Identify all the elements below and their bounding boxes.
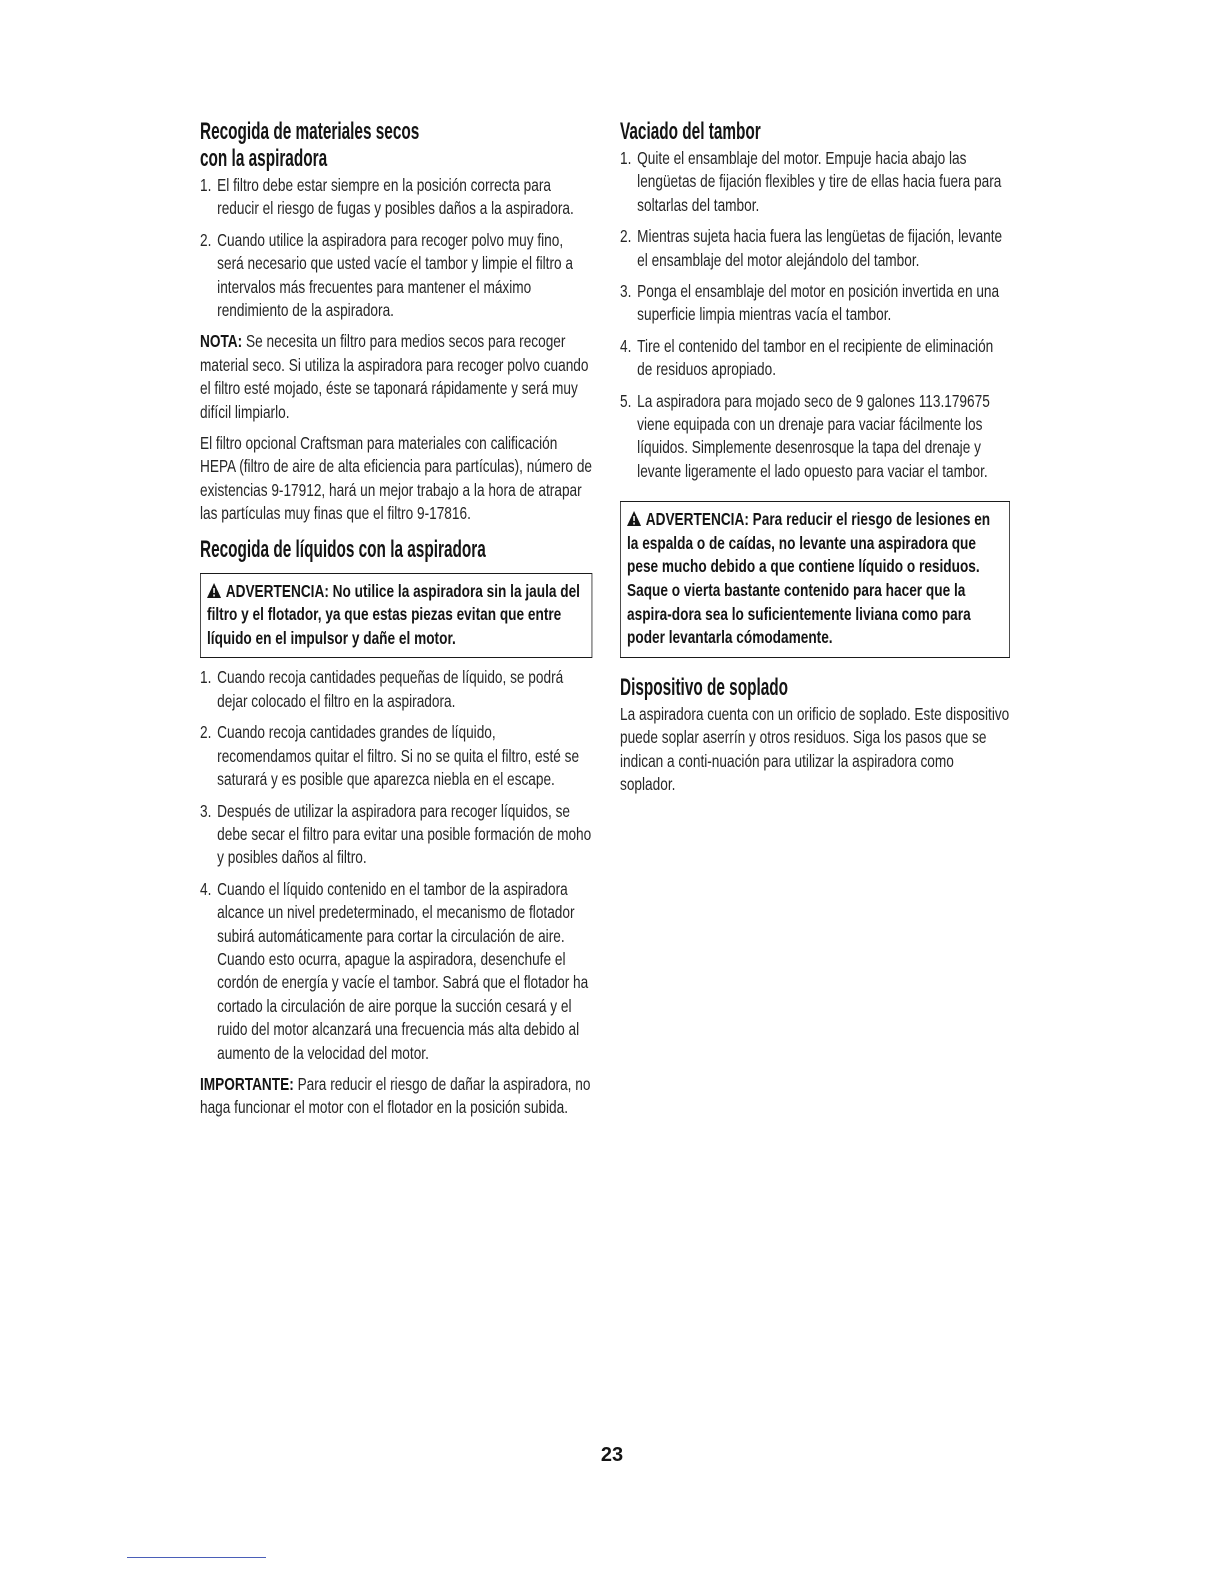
dry-steps-list bbox=[200, 174, 592, 322]
list-item bbox=[620, 280, 1010, 327]
liquid-warning-box bbox=[200, 573, 592, 659]
step-number: 1. bbox=[200, 667, 212, 688]
right-column bbox=[620, 118, 1020, 804]
note-label: NOTA: bbox=[200, 331, 243, 352]
step-number: 1. bbox=[620, 148, 632, 168]
step-text: Ponga el ensamblaje del motor en posición invertida en una superficie limpia mientras vacía el tambor. bbox=[637, 281, 1000, 325]
step-text: El filtro debe estar siempre en la posición correcta para reducir el riesgo de fugas y posibles daños a la aspiradora. bbox=[217, 175, 574, 219]
list-item bbox=[200, 878, 592, 1065]
blower-section-heading bbox=[620, 674, 1010, 701]
hepa-paragraph: El filtro opcional Craftsman para materiales con calificación HEPA (filtro de aire de alta eficiencia para partículas), número de existencias 9-17912, hará un mejor trabajo a la hora de atrapar las partículas muy finas que el filtro 9-17816. bbox=[200, 433, 593, 524]
warning-icon bbox=[207, 581, 221, 596]
important-paragraph bbox=[200, 1073, 592, 1120]
step-number: 2. bbox=[200, 229, 212, 250]
list-item bbox=[620, 225, 1010, 272]
step-number: 3. bbox=[200, 800, 212, 821]
empty-warning-box bbox=[620, 501, 1010, 658]
step-text: La aspiradora para mojado seco de 9 galones 113.179675 viene equipada con un drenaje para vaciar fácilmente los líquidos. Simplemente desenrosque la tapa del drenaje y levante ligeramente el lado opuesto para vaciar el tambor. bbox=[637, 390, 990, 481]
warning-label: ADVERTENCIA: bbox=[645, 509, 749, 530]
warning-text: Para reducir el riesgo de lesiones en la espalda o de caídas, no levante una aspiradora que pese mucho debido a que contiene líquido o residuos. Saque o vierta bastante contenido para hacer que la aspira-dora sea lo suficientemente liviana como para poder levantarla cómodamente. bbox=[627, 509, 991, 648]
liquid-steps-list bbox=[200, 666, 592, 1065]
list-item bbox=[200, 174, 592, 221]
step-text: Mientras sujeta hacia fuera las lengüetas de fijación, levante el ensamblaje del motor alejándolo del tambor. bbox=[637, 226, 1003, 270]
dry-heading-line2: con la aspiradora bbox=[200, 145, 328, 172]
left-column bbox=[200, 118, 592, 1128]
dry-heading-line1: Recogida de materiales secos bbox=[200, 118, 420, 145]
page-number: 23 bbox=[600, 1444, 624, 1466]
empty-heading: Vaciado del tambor bbox=[620, 118, 761, 145]
warning-label: ADVERTENCIA: bbox=[225, 580, 329, 601]
list-item bbox=[200, 800, 592, 870]
list-item bbox=[620, 390, 1010, 484]
footnote-rule bbox=[127, 1557, 266, 1558]
dry-section-heading bbox=[200, 118, 592, 172]
liquid-heading: Recogida de líquidos con la aspiradora bbox=[200, 535, 486, 563]
warning-text: No utilice la aspiradora sin la jaula del filtro y el flotador, ya que estas piezas evitan que entre líquido en el impulsor y dañe el motor. bbox=[207, 580, 580, 648]
step-text: Tire el contenido del tambor en el recipiente de eliminación de residuos apropiado. bbox=[637, 335, 994, 380]
list-item bbox=[620, 335, 1010, 382]
liquid-section-heading bbox=[200, 536, 592, 563]
left-column-content bbox=[200, 118, 592, 1120]
step-number: 1. bbox=[200, 175, 212, 195]
warning-icon bbox=[627, 509, 641, 524]
step-text: Cuando utilice la aspiradora para recoger polvo muy fino, será necesario que usted vacíe el tambor y limpie el filtro a intervalos más frecuentes para mantener el máximo rendimiento de la aspiradora. bbox=[217, 229, 573, 321]
list-item bbox=[200, 666, 592, 713]
important-text: Para reducir el riesgo de dañar la aspiradora, no haga funcionar el motor con el flotador en la posición subida. bbox=[200, 1073, 591, 1118]
step-text: Después de utilizar la aspiradora para recoger líquidos, se debe secar el filtro para evitar una posible formación de moho y posibles daños al filtro. bbox=[217, 800, 592, 868]
list-item bbox=[620, 147, 1010, 217]
list-item bbox=[200, 721, 592, 791]
step-number: 5. bbox=[620, 390, 632, 411]
step-text: Cuando recoja cantidades pequeñas de líquido, se podrá dejar colocado el filtro en la aspiradora. bbox=[217, 667, 564, 711]
right-column-content bbox=[620, 118, 1010, 796]
step-number: 4. bbox=[200, 878, 212, 899]
step-number: 2. bbox=[620, 226, 632, 247]
step-text: Cuando el líquido contenido en el tambor de la aspiradora alcance un nivel predeterminado, el mecanismo de flotador subirá automáticamente para cortar la circulación de aire. Cuando esto ocurra, apague la aspiradora, desenchufe el cordón de energía y vacíe el tambor. Sabrá que el flotador ha cortado la circulación de aire porque la succión cesará y el ruido del motor alcanzará una frecuencia más alta debido al aumento de la velocidad del motor. bbox=[217, 878, 589, 1063]
step-text: Quite el ensamblaje del motor. Empuje hacia abajo las lengüetas de fijación flexibles y tire de ellas hacia fuera para soltarlas del tambor. bbox=[637, 148, 1002, 215]
step-number: 3. bbox=[620, 281, 632, 302]
step-number: 4. bbox=[620, 335, 632, 356]
list-item bbox=[200, 229, 592, 323]
note-text: Se necesita un filtro para medios secos para recoger material seco. Si utiliza la aspiradora para recoger polvo cuando el filtro esté mojado, éste se taponará rápidamente y será muy difícil limpiarlo. bbox=[200, 331, 589, 422]
step-number: 2. bbox=[200, 722, 212, 743]
blower-paragraph: La aspiradora cuenta con un orificio de soplado. Este dispositivo puede soplar aserrín y otros residuos. Siga los pasos que se indican a conti-nuación para utilizar la aspiradora como soplador. bbox=[620, 703, 1010, 795]
important-label: IMPORTANTE: bbox=[200, 1073, 294, 1094]
empty-section-heading bbox=[620, 118, 1010, 145]
empty-steps-list bbox=[620, 147, 1010, 483]
blower-heading: Dispositivo de soplado bbox=[620, 673, 789, 701]
note-paragraph bbox=[200, 330, 592, 424]
step-text: Cuando recoja cantidades grandes de líquido, recomendamos quitar el filtro. Si no se quita el filtro, esté se saturará y es posible que aparezca niebla en el escape. bbox=[217, 722, 580, 790]
